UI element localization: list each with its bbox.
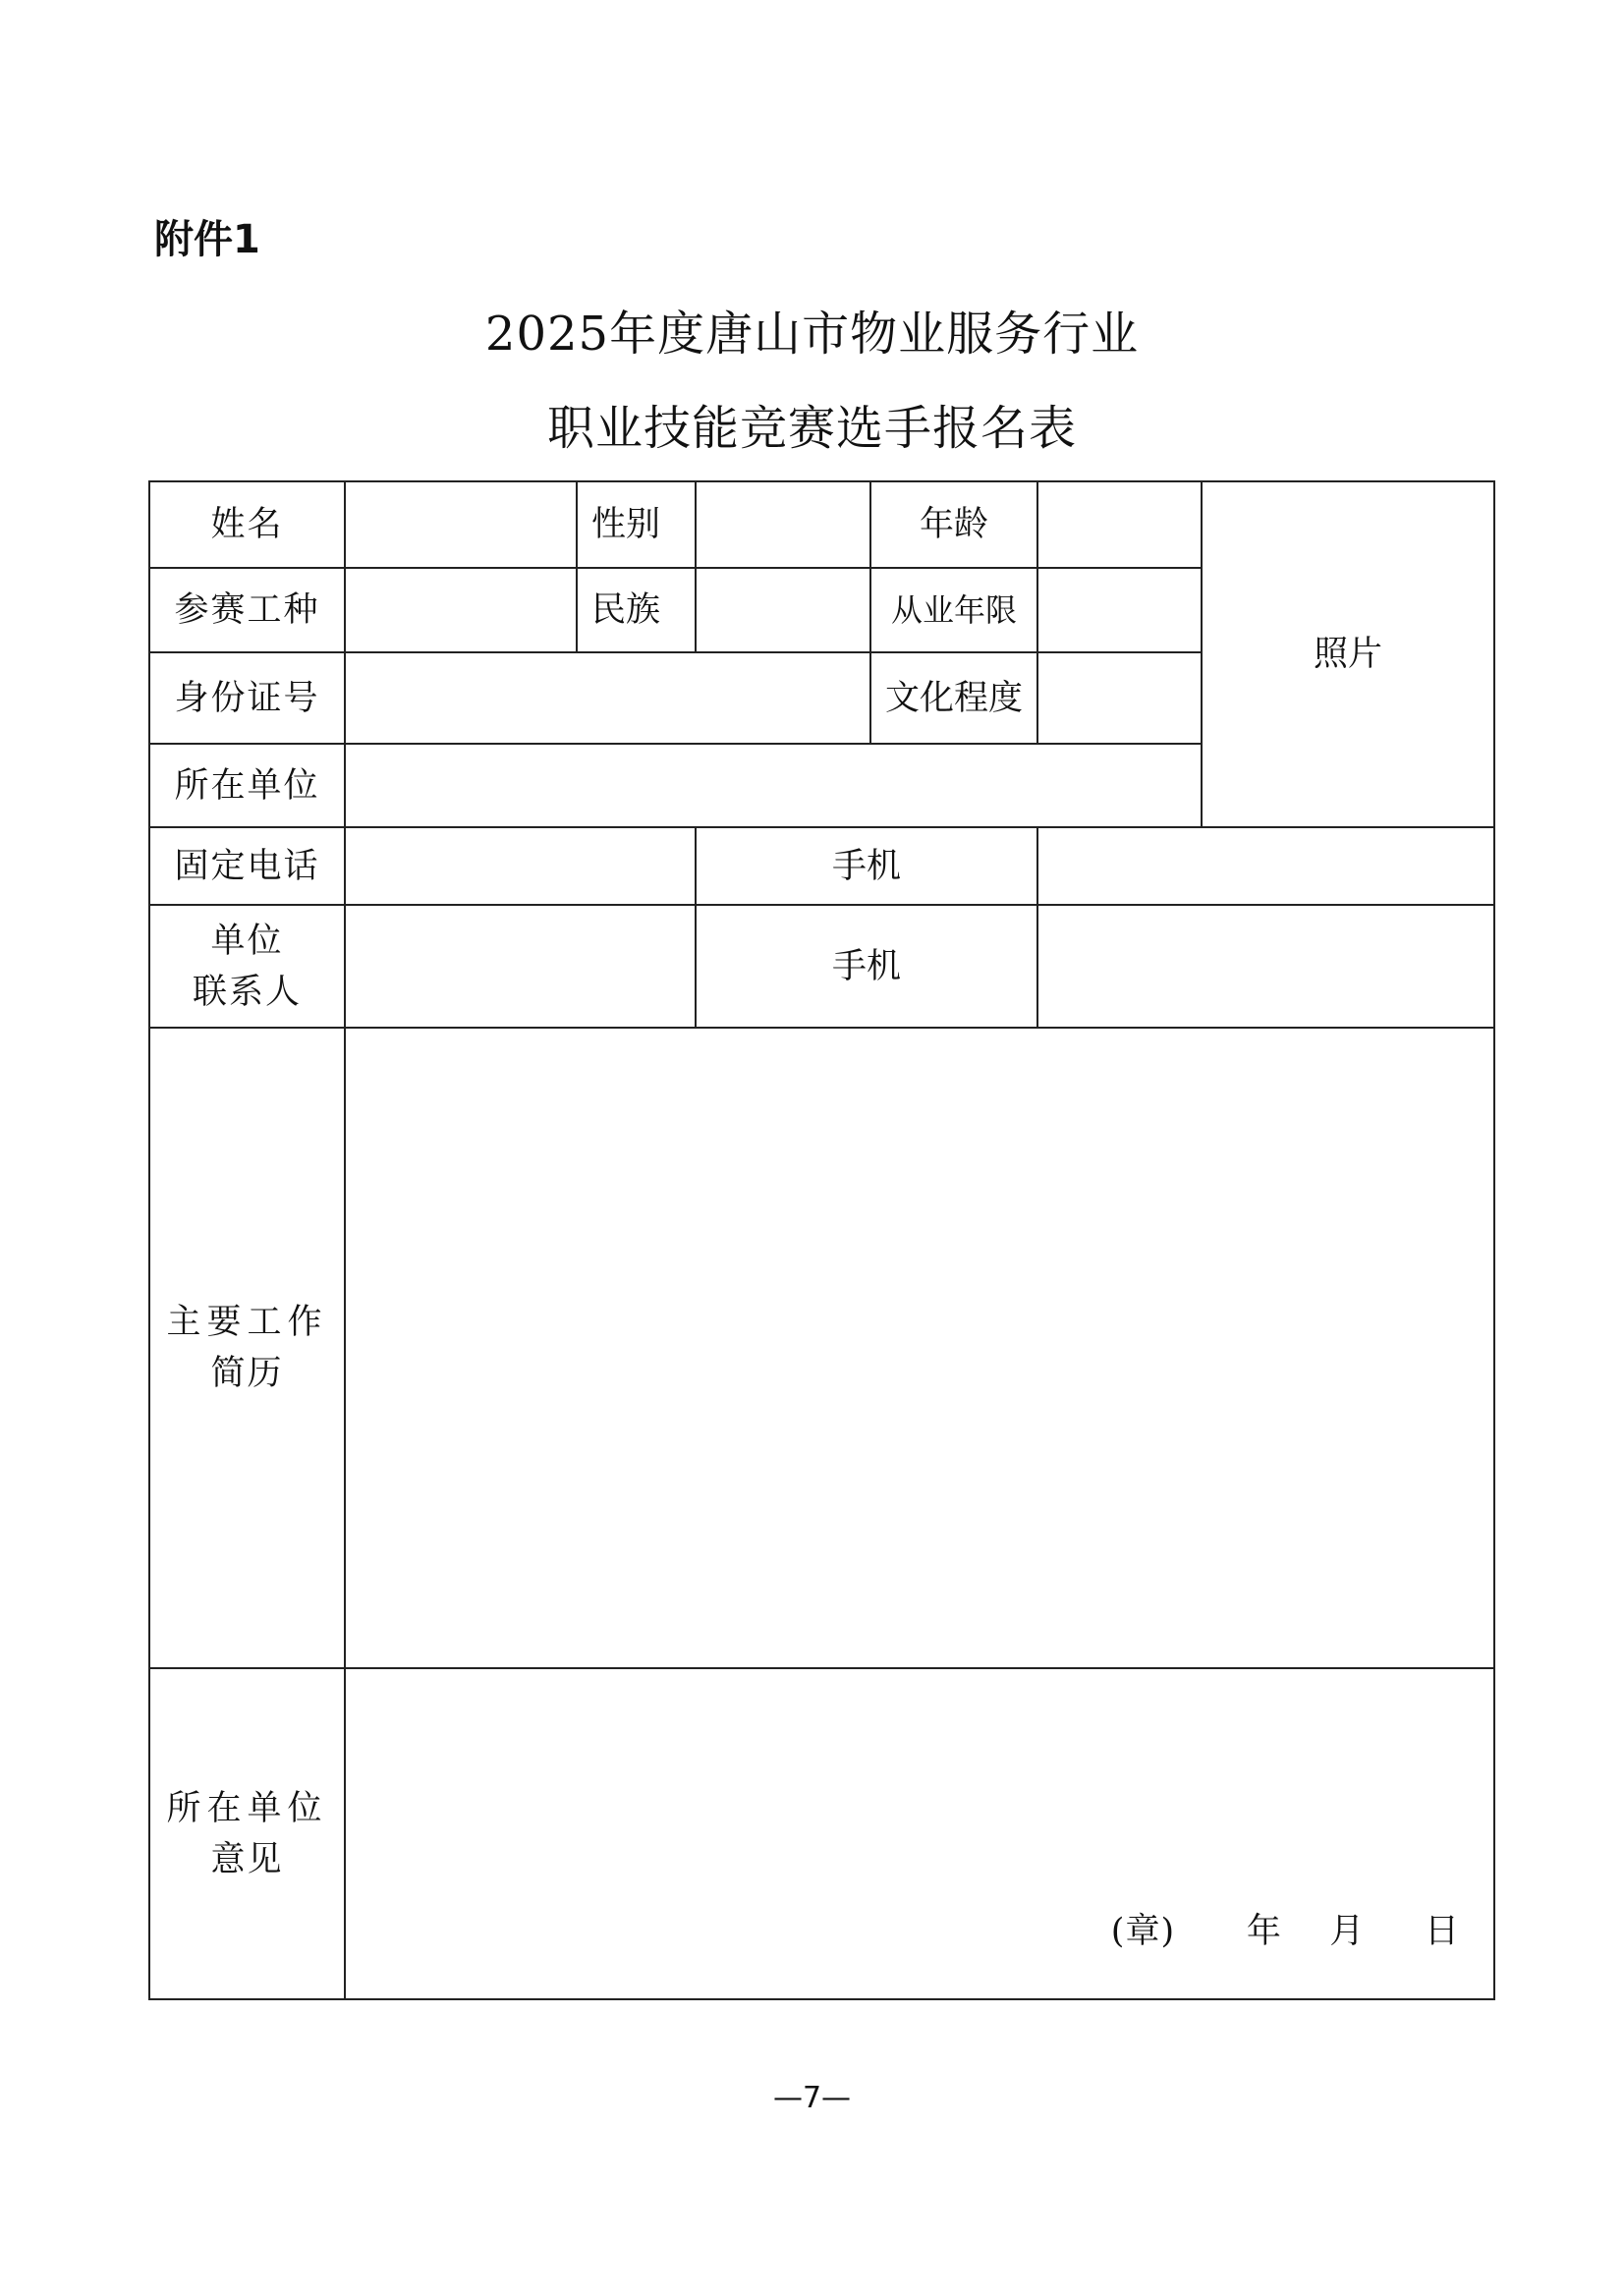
attachment-label: 附件1 [154, 217, 260, 262]
form-title-line1: 2025年度唐山市物业服务行业 [484, 307, 1140, 362]
age-label: 年龄 [870, 481, 1037, 568]
employer-opinion-line1: 所在单位 [166, 1788, 328, 1828]
work-history-line2: 简历 [210, 1354, 284, 1393]
education-label: 文化程度 [870, 652, 1037, 744]
work-history-field[interactable] [345, 1028, 1494, 1668]
years-in-industry-label: 从业年限 [870, 568, 1037, 652]
id-number-label: 身份证号 [149, 652, 345, 744]
mobile-label-1: 手机 [696, 827, 1037, 905]
ethnicity-field[interactable] [696, 568, 870, 652]
page-number: —7— [772, 2081, 852, 2115]
contact-person-label [149, 905, 345, 1028]
competition-type-label: 参赛工种 [149, 568, 345, 652]
employer-opinion-field[interactable] [345, 1668, 1494, 1999]
mobile-label-2: 手机 [696, 905, 1037, 1028]
work-history-label [149, 1028, 345, 1668]
ethnicity-label: 民族 [577, 568, 696, 652]
contact-label-line1: 单位 [210, 921, 284, 961]
gender-label: 性别 [577, 481, 696, 568]
work-history-line1: 主要工作 [166, 1303, 328, 1342]
mobile-field-2[interactable] [1037, 905, 1494, 1028]
registration-form [148, 480, 1495, 2000]
id-number-field[interactable] [345, 652, 870, 744]
employer-label: 所在单位 [149, 744, 345, 827]
gender-field[interactable] [696, 481, 870, 568]
photo-box[interactable] [1202, 481, 1494, 827]
landline-field[interactable] [345, 827, 696, 905]
education-field[interactable] [1037, 652, 1202, 744]
employer-opinion-line2: 意见 [210, 1839, 284, 1879]
mobile-field-1[interactable] [1037, 827, 1494, 905]
seal-date-line: (章) 年 月 日 [1110, 1912, 1460, 1951]
name-field[interactable] [345, 481, 577, 568]
employer-field[interactable] [345, 744, 1202, 827]
competition-type-field[interactable] [345, 568, 577, 652]
form-title-line2: 职业技能竞赛选手报名表 [546, 401, 1077, 456]
employer-opinion-label [149, 1668, 345, 1999]
name-label: 姓名 [149, 481, 345, 568]
landline-label: 固定电话 [149, 827, 345, 905]
photo-label: 照片 [1313, 635, 1382, 674]
years-in-industry-field[interactable] [1037, 568, 1202, 652]
contact-person-field[interactable] [345, 905, 696, 1028]
age-field[interactable] [1037, 481, 1202, 568]
contact-label-line2: 联系人 [192, 972, 302, 1012]
